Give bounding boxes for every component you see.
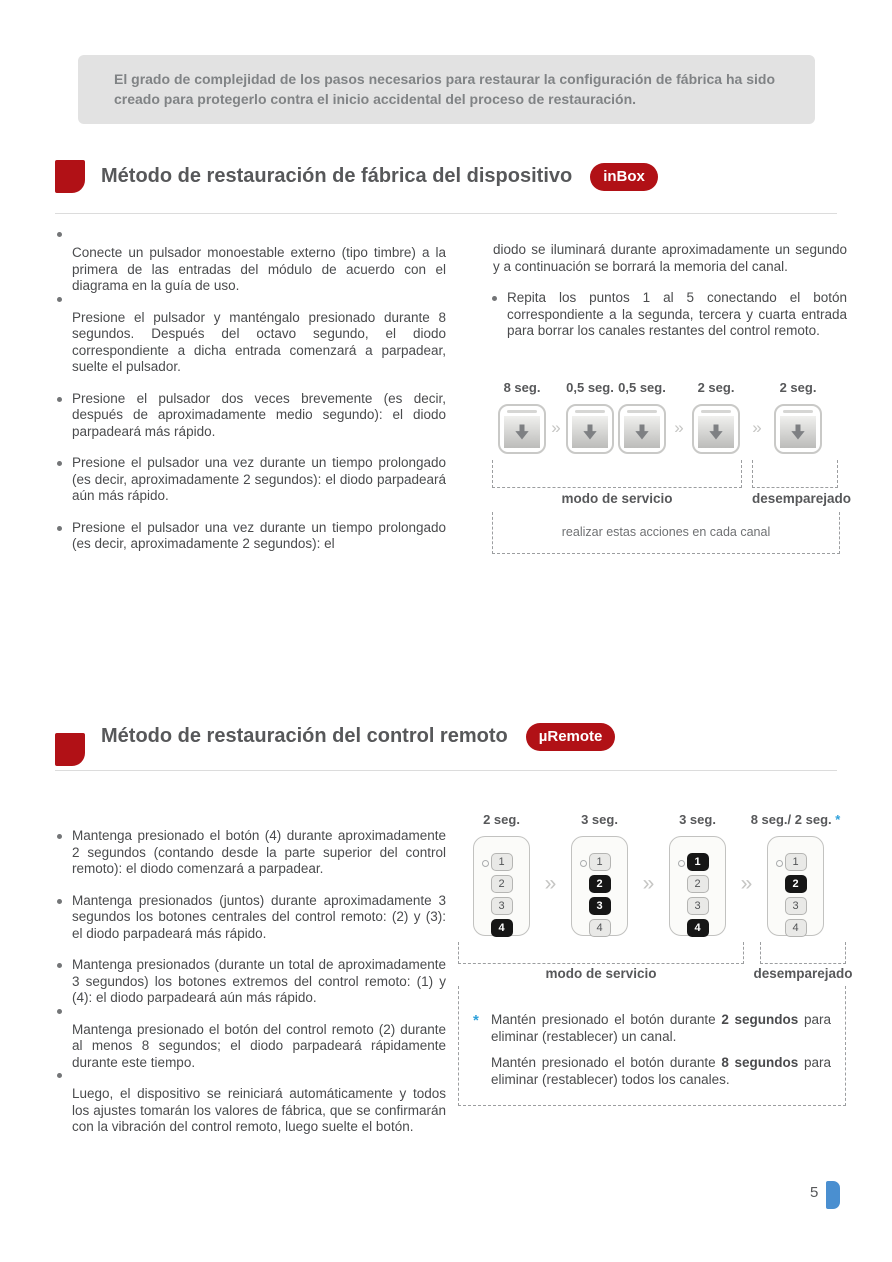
- divider: [55, 213, 837, 214]
- footer-bracket: [492, 512, 840, 554]
- remote-button-3: 3: [687, 897, 709, 915]
- footnote-text: [491, 1012, 831, 1045]
- remote-control-icon: [767, 836, 824, 936]
- footnote-text-pre: Mantén presionado el botón durante: [491, 1055, 722, 1070]
- page-number-tab: [826, 1181, 840, 1209]
- wall-button-icon: [498, 404, 546, 454]
- list-item-text: Repita los puntos 1 al 5 conectando el botón correspondiente a la segunda, tercera y cuarta entrada para borrar los canales restantes del control remoto.: [507, 290, 847, 338]
- timing-label: 2 seg.: [483, 812, 520, 827]
- list-item-text: Conecte un pulsador monoestable externo (tipo timbre) a la primera de las entradas del módulo de acuerdo con el diagrama en la guía de uso.: [72, 245, 446, 293]
- bullet-icon: [57, 963, 62, 968]
- remote-button-1: 1: [491, 853, 513, 871]
- chevron-right-icon: »: [674, 418, 684, 437]
- step: [669, 810, 726, 936]
- wall-button-icon: [774, 404, 822, 454]
- notice-box: [78, 55, 815, 124]
- step: [566, 378, 614, 454]
- list-item: [55, 893, 446, 943]
- list-item-text: Presione el pulsador y manténgalo presionado durante 8 segundos. Después del octavo segundo, el diodo correspondiente a dicha entrada comenzará a parpadear, suelte el pulsador.: [72, 309, 446, 374]
- wall-button-icon: [692, 404, 740, 454]
- list-item-text: Mantenga presionados (juntos) durante aproximadamente 3 segundos los botones centrales del control remoto: (2) y (3): el diodo parpadeará más rápido.: [72, 892, 446, 941]
- down-arrow-icon: [512, 422, 532, 442]
- remote-reset-diagram: [456, 810, 853, 1106]
- unpaired-bracket: [752, 460, 838, 488]
- remote-sequence: [473, 810, 850, 936]
- bullet-icon: [57, 1073, 62, 1078]
- wall-button-icon: [618, 404, 666, 454]
- footnote-box: [458, 986, 846, 1106]
- remote-control-icon: [669, 836, 726, 936]
- unpaired-label: desemparejado: [752, 491, 852, 506]
- bullet-icon: [57, 834, 62, 839]
- button-pad: [504, 416, 540, 448]
- button-pad: [572, 416, 608, 448]
- wall-button-icon: [566, 404, 614, 454]
- section1-left-column: [55, 245, 446, 568]
- button-slot: [627, 410, 657, 413]
- section1-right-column: [490, 242, 847, 355]
- list-item: [55, 828, 446, 878]
- section2-left-column: [55, 828, 446, 1151]
- down-arrow-icon: [706, 422, 726, 442]
- continued-paragraph: diodo se iluminará durante aproximadamente un segundo y a continuación se borrará la memoria del canal.: [493, 242, 847, 274]
- service-mode-label: modo de servicio: [545, 966, 657, 981]
- chevron-right-icon: »: [544, 872, 557, 895]
- inbox-reset-diagram: [490, 378, 852, 554]
- led-icon: [580, 860, 587, 867]
- footnote-text-bold: 8 segundos: [721, 1055, 799, 1070]
- uremote-badge: µRemote: [526, 723, 616, 751]
- led-icon: [482, 860, 489, 867]
- section1-header: [55, 160, 658, 193]
- chevron-right-icon: »: [642, 872, 655, 895]
- list-item: [55, 1022, 446, 1072]
- led-icon: [776, 860, 783, 867]
- remote-button-4: 4: [785, 919, 807, 937]
- service-mode-label: modo de servicio: [561, 491, 673, 506]
- button-slot: [575, 410, 605, 413]
- timing-label: 0,5 seg.: [566, 380, 614, 395]
- bullet-icon: [57, 899, 62, 904]
- inbox-badge: inBox: [590, 163, 658, 191]
- step: [774, 378, 822, 454]
- timing-label: 2 seg.: [697, 380, 735, 395]
- step: [750, 810, 841, 936]
- list-item-text: Luego, el dispositivo se reiniciará automáticamente y todos los ajustes tomarán los valores de fábrica, que se confirmarán con la vibración del control remoto, luego suelte el botón.: [72, 1086, 446, 1134]
- list-item-text: Presione el pulsador una vez durante un tiempo prolongado (es decir, aproximadamente 2 segundos): el diodo parpadeará aún más rápido.: [72, 455, 446, 503]
- step: [618, 378, 666, 454]
- down-arrow-icon: [788, 422, 808, 442]
- footnote-item: [473, 1012, 831, 1045]
- button-sequence: [498, 378, 846, 454]
- list-item: [55, 520, 446, 553]
- section-marker: [55, 160, 85, 193]
- down-arrow-icon: [580, 422, 600, 442]
- list-item: [55, 245, 446, 295]
- bullet-icon: [57, 526, 62, 531]
- section2-bullet-list: [55, 828, 446, 1136]
- down-arrow-icon: [632, 422, 652, 442]
- section1-title: Método de restauración de fábrica del dispositivo: [101, 165, 573, 187]
- timing-label: 0,5 seg.: [618, 380, 666, 395]
- step: [692, 378, 740, 454]
- bullet-icon: [57, 297, 62, 302]
- step: [473, 810, 530, 936]
- bullet-icon: [492, 296, 497, 301]
- list-item: [55, 310, 446, 376]
- timing-label: 3 seg.: [581, 812, 618, 827]
- section1-right-bullet-list: [490, 290, 847, 340]
- chevron-right-icon: »: [752, 418, 762, 437]
- step: [498, 378, 546, 454]
- button-pad: [624, 416, 660, 448]
- service-mode-bracket: [492, 460, 742, 488]
- footnote-item: [473, 1055, 831, 1088]
- footnote-text-bold: 2 segundos: [721, 1012, 799, 1027]
- remote-button-2: 2: [491, 875, 513, 893]
- timing-label: [751, 812, 841, 827]
- list-item: [55, 391, 446, 441]
- list-item: [55, 1086, 446, 1136]
- list-item: [55, 957, 446, 1007]
- footnote-asterisk: *: [473, 1012, 479, 1029]
- section-marker: [55, 733, 85, 766]
- footnote-text-post: para eliminar (restablecer) un canal.: [491, 1012, 831, 1044]
- list-item-text: Mantenga presionado el botón del control remoto (2) durante al menos 8 segundos; el diodo parpadeará rápidamente durante este tiempo.: [72, 1021, 446, 1070]
- timing-label: 8 seg.: [503, 380, 541, 395]
- step: [571, 810, 628, 936]
- led-icon: [678, 860, 685, 867]
- bullet-icon: [57, 232, 62, 237]
- timing-label: 3 seg.: [679, 812, 716, 827]
- footer-label: realizar estas acciones en cada canal: [561, 525, 771, 539]
- button-slot: [507, 410, 537, 413]
- footnote-text-pre: Mantén presionado el botón durante: [491, 1012, 722, 1027]
- remote-button-3: 3: [785, 897, 807, 915]
- button-slot: [783, 410, 813, 413]
- list-item: [490, 290, 847, 340]
- remote-button-4-active: 4: [687, 919, 709, 937]
- section2-header: [55, 720, 615, 753]
- footnote-text-post: para eliminar (restablecer) todos los canales.: [491, 1055, 831, 1087]
- remote-control-icon: [473, 836, 530, 936]
- remote-button-1: 1: [589, 853, 611, 871]
- list-item-text: Mantenga presionado el botón (4) durante aproximadamente 2 segundos (contando desde la parte superior del control remoto): el diodo comenzará a parpadear.: [72, 828, 446, 876]
- remote-button-1-active: 1: [687, 853, 709, 871]
- list-item-text: Presione el pulsador dos veces brevemente (es decir, después de aproximadamente medio segundo): el diodo parpadeará más rápido.: [72, 390, 446, 439]
- footnote-text: [491, 1055, 831, 1088]
- remote-button-4: 4: [589, 919, 611, 937]
- remote-button-3-active: 3: [589, 897, 611, 915]
- button-slot: [701, 410, 731, 413]
- list-item-text: Presione el pulsador una vez durante un tiempo prolongado (es decir, aproximadamente 2 segundos): el: [72, 519, 446, 551]
- bullet-icon: [57, 1009, 62, 1014]
- remote-control-icon: [571, 836, 628, 936]
- timing-text: 8 seg./ 2 seg.: [750, 812, 832, 827]
- list-item-text: Mantenga presionados (durante un total de aproximadamente 3 segundos) los botones extremos del control remoto: (1) y (4): el diodo parpadeará aún más rápido.: [72, 957, 446, 1005]
- divider: [55, 770, 837, 771]
- timing-label: 2 seg.: [779, 380, 817, 395]
- footnote-asterisk-spacer: [473, 1055, 491, 1088]
- bracket-labels: [456, 964, 853, 986]
- unpaired-bracket: [760, 942, 846, 964]
- remote-button-1: 1: [785, 853, 807, 871]
- page-number: 5: [810, 1184, 819, 1201]
- section1-bullet-list: [55, 245, 446, 553]
- service-mode-bracket: [458, 942, 744, 964]
- section2-title: Método de restauración del control remoto: [101, 725, 508, 747]
- chevron-right-icon: »: [551, 418, 561, 437]
- bullet-icon: [57, 461, 62, 466]
- button-pad: [780, 416, 816, 448]
- bracket-labels: [490, 488, 852, 512]
- unpaired-label: desemparejado: [753, 966, 853, 981]
- remote-button-2-active: 2: [589, 875, 611, 893]
- bracket-row: [490, 460, 846, 488]
- remote-button-2: 2: [687, 875, 709, 893]
- bullet-icon: [57, 397, 62, 402]
- list-item: [55, 455, 446, 505]
- notice-text: El grado de complejidad de los pasos necesarios para restaurar la configuración de fábrica ha sido creado para protegerlo contra el inicio accidental del proceso de restauración.: [114, 71, 775, 107]
- chevron-right-icon: »: [740, 872, 753, 895]
- remote-button-3: 3: [491, 897, 513, 915]
- remote-button-2-active: 2: [785, 875, 807, 893]
- footnote-asterisk: *: [835, 812, 841, 827]
- bracket-row: [456, 942, 850, 964]
- button-pad: [698, 416, 734, 448]
- remote-button-4-active: 4: [491, 919, 513, 937]
